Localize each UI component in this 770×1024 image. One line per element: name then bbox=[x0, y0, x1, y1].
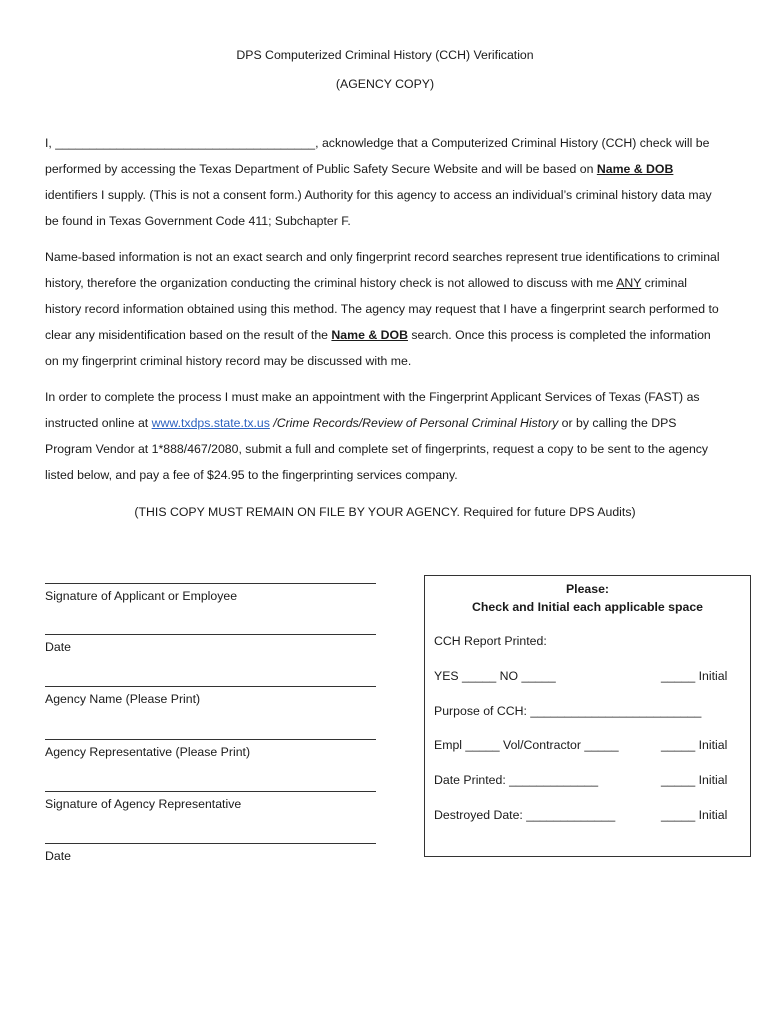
p1-text-c: identifiers I supply. (This is not a consent form.) Authority for this agency to access an individual’s criminal history data may be found in Texas Government Code 411; Subchapter F. bbox=[45, 188, 712, 228]
date-label-2: Date bbox=[45, 849, 71, 863]
destroyed-date-field[interactable]: Destroyed Date: _____________ bbox=[434, 808, 616, 822]
name-based-paragraph bbox=[45, 244, 725, 374]
initial-field-4[interactable]: _____ Initial bbox=[661, 808, 728, 822]
agency-rep-signature-block bbox=[45, 779, 380, 811]
txdps-link[interactable]: www.txdps.state.tx.us bbox=[151, 416, 270, 430]
agency-rep-signature-label: Signature of Agency Representative bbox=[45, 797, 242, 811]
purpose-field[interactable]: Purpose of CCH: _________________________ bbox=[434, 704, 702, 718]
acknowledgement-paragraph bbox=[45, 130, 725, 234]
process-paragraph bbox=[45, 384, 725, 488]
agency-name-line[interactable] bbox=[45, 686, 376, 687]
p2-any: ANY bbox=[616, 276, 642, 290]
p2-text-c: criminal history record information obtained using this method. The agency may request that I have a fingerprint search performed to clear any misidentification based on the result of the bbox=[45, 276, 719, 342]
page-title: DPS Computerized Criminal History (CCH) Verification bbox=[236, 48, 534, 62]
signature-applicant-label: Signature of Applicant or Employee bbox=[45, 589, 238, 603]
initial-field-1[interactable]: _____ Initial bbox=[661, 669, 728, 683]
agency-rep-line[interactable] bbox=[45, 739, 376, 740]
audit-note: (THIS COPY MUST REMAIN ON FILE BY YOUR AGENCY. Required for future DPS Audits) bbox=[134, 505, 636, 519]
agency-rep-label: Agency Representative (Please Print) bbox=[45, 745, 251, 759]
date-label-1: Date bbox=[45, 640, 71, 654]
yes-no-field[interactable]: YES _____ NO _____ bbox=[434, 669, 556, 683]
agency-rep-block bbox=[45, 727, 380, 759]
date-line-1[interactable] bbox=[45, 634, 376, 635]
empl-contractor-field[interactable]: Empl _____ Vol/Contractor _____ bbox=[434, 738, 619, 752]
signature-applicant-line[interactable] bbox=[45, 583, 376, 584]
page-subtitle: (AGENCY COPY) bbox=[335, 77, 435, 91]
p1-text-a: I, ______________________________________, acknowledge that a Computerized Criminal History (CCH) check will be performed by accessing the Texas Department of Public Safety Secure Website and will be based on bbox=[45, 136, 710, 176]
date-printed-field[interactable]: Date Printed: _____________ bbox=[434, 773, 599, 787]
p2-text-e: search. Once this process is completed the information on my fingerprint criminal history record may be discussed with me. bbox=[45, 328, 711, 368]
box-heading-instructions: Check and Initial each applicable space bbox=[472, 600, 703, 614]
box-heading-please: Please: bbox=[565, 582, 610, 596]
date-block-2 bbox=[45, 831, 380, 863]
cch-report-printed-label: CCH Report Printed: bbox=[434, 634, 547, 648]
agency-name-label: Agency Name (Please Print) bbox=[45, 692, 201, 706]
p3-text-a: In order to complete the process I must make an appointment with the Fingerprint Applicant Services of Texas (FAST) as instructed online at bbox=[45, 390, 700, 430]
p2-name-dob: Name & DOB bbox=[331, 328, 408, 342]
p1-name-dob: Name & DOB bbox=[596, 162, 674, 176]
initial-field-2[interactable]: _____ Initial bbox=[661, 738, 728, 752]
agency-rep-signature-line[interactable] bbox=[45, 791, 376, 792]
initial-field-3[interactable]: _____ Initial bbox=[661, 773, 728, 787]
agency-name-block bbox=[45, 674, 380, 706]
signature-applicant-block bbox=[45, 571, 380, 603]
check-initial-box bbox=[424, 575, 751, 857]
date-block-1 bbox=[45, 622, 380, 654]
p3-path: /Crime Records/Review of Personal Criminal History bbox=[269, 416, 559, 430]
p3-text-c: or by calling the DPS Program Vendor at 1*888/467/2080, submit a full and complete set of fingerprints, request a copy to be sent to the agency listed below, and pay a fee of $24.95 to the fingerprinting services company. bbox=[45, 416, 709, 482]
p2-text-a: Name-based information is not an exact search and only fingerprint record searches represent true identifications to criminal history, therefore the organization conducting the criminal history check is not allowed to discuss with me bbox=[45, 250, 720, 290]
date-line-2[interactable] bbox=[45, 843, 376, 844]
